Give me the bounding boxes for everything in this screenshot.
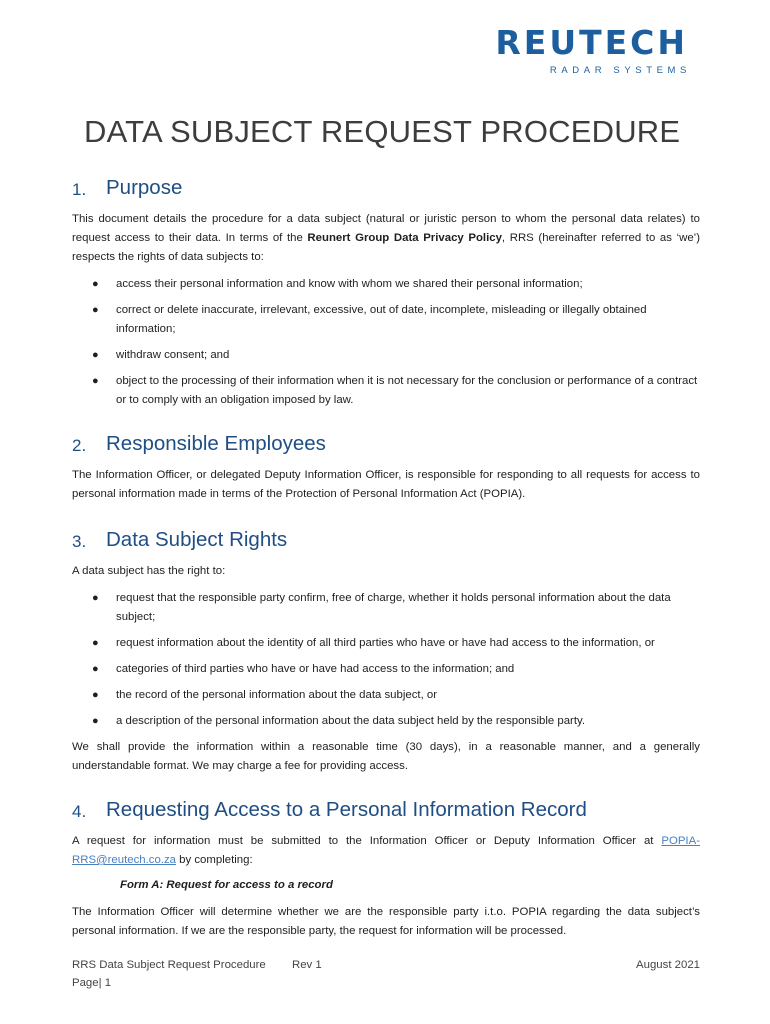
list-item [72, 712, 700, 731]
footer-date: August 2021 [636, 959, 700, 971]
section-number: 1. [72, 180, 87, 199]
list-item [72, 589, 700, 627]
list-item-text: request that the responsible party confirm, free of charge, whether it holds personal information about the data subject; [116, 592, 671, 623]
list-item-text: categories of third parties who have or have had access to the information; and [116, 663, 515, 675]
list-item-text: request information about the identity of all third parties who have or have had access to the information, or [116, 637, 655, 649]
bullet-icon: ● [92, 663, 99, 675]
section-paragraph: The Information Officer will determine whether we are the responsible party i.t.o. POPIA regarding the data subject’s personal information. If we are the responsible party, the request for information will be processed. [72, 906, 700, 937]
list-item-text: withdraw consent; and [116, 349, 230, 361]
section-title: Responsible Employees [106, 432, 326, 455]
policy-name: Reunert Group Data Privacy Policy [307, 232, 502, 244]
list-item-text: object to the processing of their information when it is not necessary for the conclusion or performance of a contract or to comply with an obligation imposed by law. [116, 375, 698, 406]
email-link[interactable]: POPIA-RRS@reutech.co.za [72, 835, 700, 866]
section-paragraph: We shall provide the information within a reasonable time (30 days), in a reasonable manner, and a generally understandable format. We may charge a fee for providing access. [72, 741, 700, 772]
section-number: 4. [72, 802, 87, 821]
bullet-icon: ● [92, 375, 99, 387]
list-item-text: access their personal information and know with whom we shared their personal information; [116, 278, 583, 290]
company-logo [488, 23, 691, 76]
list-item-text: correct or delete inaccurate, irrelevant, excessive, out of date, incomplete, misleading or illegally obtained information; [116, 304, 647, 335]
bullet-icon: ● [92, 689, 99, 701]
rights-list [72, 275, 700, 410]
section-title: Requesting Access to a Personal Information Record [106, 798, 587, 821]
bullet-icon: ● [92, 592, 99, 604]
section-heading [72, 524, 700, 558]
paragraph-text: , RRS (hereinafter referred to as ‘we’) respects the rights of data subjects to: [72, 232, 700, 263]
page-footer [72, 956, 700, 992]
section-heading [72, 172, 700, 206]
logo-tagline: RADAR SYSTEMS [549, 65, 691, 76]
document-title: DATA SUBJECT REQUEST PROCEDURE [84, 114, 681, 149]
paragraph-text: by completing: [176, 854, 253, 866]
section-number: 3. [72, 532, 87, 551]
section-title: Data Subject Rights [106, 528, 288, 551]
footer-document-name: RRS Data Subject Request Procedure [72, 959, 266, 971]
section-requesting-access [72, 794, 700, 941]
section-paragraph: A data subject has the right to: [72, 565, 226, 577]
section-heading [72, 794, 700, 828]
footer-revision: Rev 1 [292, 959, 322, 971]
paragraph-text: This document details the procedure for a data subject (natural or juristic person to whom the personal data relates) to request access to their data. In terms of the [72, 213, 700, 244]
section-number: 2. [72, 436, 87, 455]
footer-page-number: Page| 1 [72, 977, 112, 989]
bullet-icon: ● [92, 715, 99, 727]
list-item [72, 372, 700, 410]
list-item [72, 275, 700, 294]
form-label: Form A: Request for access to a record [120, 879, 333, 891]
section-data-subject-rights [72, 524, 700, 776]
bullet-icon: ● [92, 349, 99, 361]
section-paragraph [72, 210, 700, 267]
footer-row [72, 956, 700, 974]
paragraph-text: A request for information must be submitted to the Information Officer or Deputy Information Officer at [72, 835, 662, 847]
section-heading [72, 428, 700, 462]
list-item-text: a description of the personal information about the data subject held by the responsible party. [116, 715, 585, 727]
section-purpose [72, 172, 700, 410]
section-paragraph: The Information Officer, or delegated Deputy Information Officer, is responsible for responding to all requests for access to personal information made in terms of the Protection of Personal Information Act (POPIA). [72, 469, 700, 500]
list-item [72, 660, 700, 679]
section-responsible-employees [72, 428, 700, 504]
bullet-icon: ● [92, 304, 99, 316]
list-item [72, 301, 700, 339]
bullet-icon: ● [92, 278, 99, 290]
document-body [72, 172, 700, 941]
rights-list [72, 589, 700, 731]
list-item [72, 634, 700, 653]
section-paragraph [72, 832, 700, 870]
list-item [72, 346, 700, 365]
list-item [72, 686, 700, 705]
list-item-text: the record of the personal information about the data subject, or [116, 689, 438, 701]
logo-wordmark: REUTECH [495, 23, 688, 62]
section-title: Purpose [106, 176, 183, 199]
bullet-icon: ● [92, 637, 99, 649]
